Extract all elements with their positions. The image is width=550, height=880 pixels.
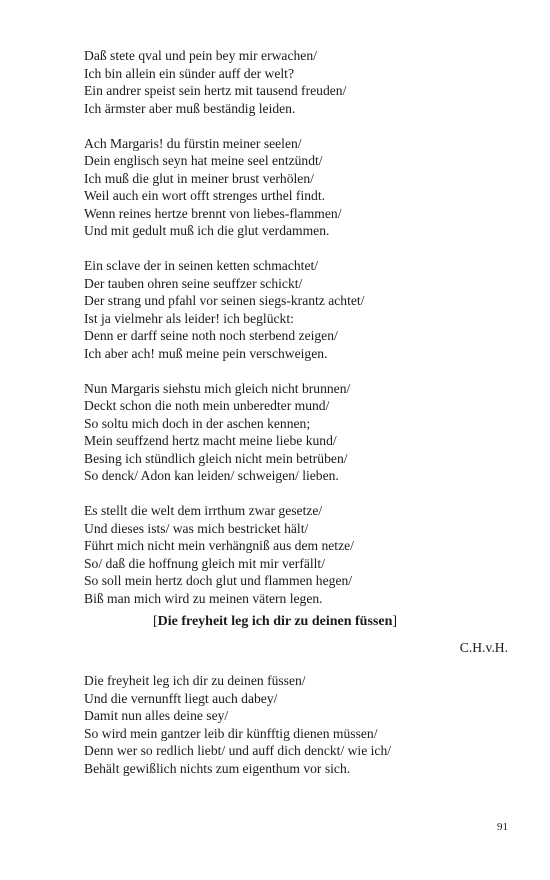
verse-line: Ich aber ach! muß meine pein verschweigen. bbox=[84, 345, 328, 361]
verse-line: Denn er darff seine noth noch sterbend zeigen/ bbox=[84, 328, 338, 343]
poem-title bbox=[0, 613, 550, 631]
verse-line: Führt mich nicht mein verhängniß aus dem netze/ bbox=[84, 538, 354, 553]
verse-line: Weil auch ein wort offt strenges urthel findt. bbox=[84, 188, 326, 203]
poem-title-text: Die freyheit leg ich dir zu deinen füssen bbox=[157, 614, 393, 629]
verse-line: Deckt schon die noth mein unberedter mund/ bbox=[84, 398, 330, 413]
verse-line: Ein andrer speist sein hertz mit tausend freuden/ bbox=[84, 83, 347, 98]
verse-line: Und mit gedult muß ich die glut verdammen. bbox=[84, 223, 330, 238]
verse-line: So wird mein gantzer leib dir künfftig dienen müssen/ bbox=[84, 725, 378, 741]
verse-line: Der strang und pfahl vor seinen siegs-krantz achtet/ bbox=[84, 293, 365, 308]
verse-line: Ich ärmster aber muß beständig leiden. bbox=[84, 100, 296, 116]
poem-author: C.H.v.H. bbox=[459, 640, 508, 655]
verse-line: Ein sclave der in seinen ketten schmachtet/ bbox=[84, 258, 319, 273]
verse-line: Ach Margaris! du fürstin meiner seelen/ bbox=[84, 135, 302, 151]
verse-line: So denck/ Adon kan leiden/ schweigen/ lieben. bbox=[84, 468, 339, 483]
verse-line: Behält gewißlich nichts zum eigenthum vor sich. bbox=[84, 760, 351, 776]
stanza bbox=[84, 135, 514, 240]
lower-poem bbox=[84, 672, 514, 777]
verse-line: Damit nun alles deine sey/ bbox=[84, 708, 229, 723]
verse-line: Und dieses ists/ was mich bestricket hält/ bbox=[84, 520, 309, 536]
stanza bbox=[84, 380, 514, 485]
verse-line: Mein seuffzend hertz macht meine liebe kund/ bbox=[84, 433, 337, 448]
title-bracket-close: ] bbox=[392, 614, 398, 629]
stanza bbox=[84, 47, 514, 117]
verse-line: Ist ja vielmehr als leider! ich beglückt: bbox=[84, 310, 294, 326]
verse-line: So/ daß die hoffnung gleich mit mir verfällt/ bbox=[84, 555, 325, 571]
verse-line: Besing ich stündlich gleich nicht mein betrüben/ bbox=[84, 450, 348, 466]
verse-line: Ich bin allein ein sünder auff der welt? bbox=[84, 65, 294, 81]
stanza bbox=[84, 502, 514, 607]
verse-line: Die freyheit leg ich dir zu deinen füssen/ bbox=[84, 673, 306, 688]
upper-poem bbox=[84, 47, 514, 607]
page-number: 91 bbox=[497, 821, 508, 833]
verse-line: Dein englisch seyn hat meine seel entzündt/ bbox=[84, 153, 323, 168]
verse-line: Wenn reines hertze brennt von liebes-flammen/ bbox=[84, 205, 342, 221]
verse-line: Daß stete qval und pein bey mir erwachen/ bbox=[84, 48, 317, 63]
verse-line: Biß man mich wird zu meinen vätern legen. bbox=[84, 590, 323, 606]
verse-line: So soll mein hertz doch glut und flammen hegen/ bbox=[84, 573, 353, 588]
verse-line: Es stellt die welt dem irrthum zwar gesetze/ bbox=[84, 503, 323, 518]
stanza bbox=[84, 257, 514, 362]
verse-line: Nun Margaris siehstu mich gleich nicht brunnen/ bbox=[84, 380, 351, 396]
title-bracket-open: [ bbox=[152, 614, 158, 629]
verse-line: Und die vernunfft liegt auch dabey/ bbox=[84, 690, 278, 706]
verse-line: Ich muß die glut in meiner brust verhölen/ bbox=[84, 170, 314, 186]
verse-line: Der tauben ohren seine seuffzer schickt/ bbox=[84, 275, 303, 291]
verse-line: Denn wer so redlich liebt/ und auff dich denckt/ wie ich/ bbox=[84, 743, 392, 758]
stanza bbox=[84, 672, 514, 777]
verse-line: So soltu mich doch in der aschen kennen; bbox=[84, 415, 311, 431]
